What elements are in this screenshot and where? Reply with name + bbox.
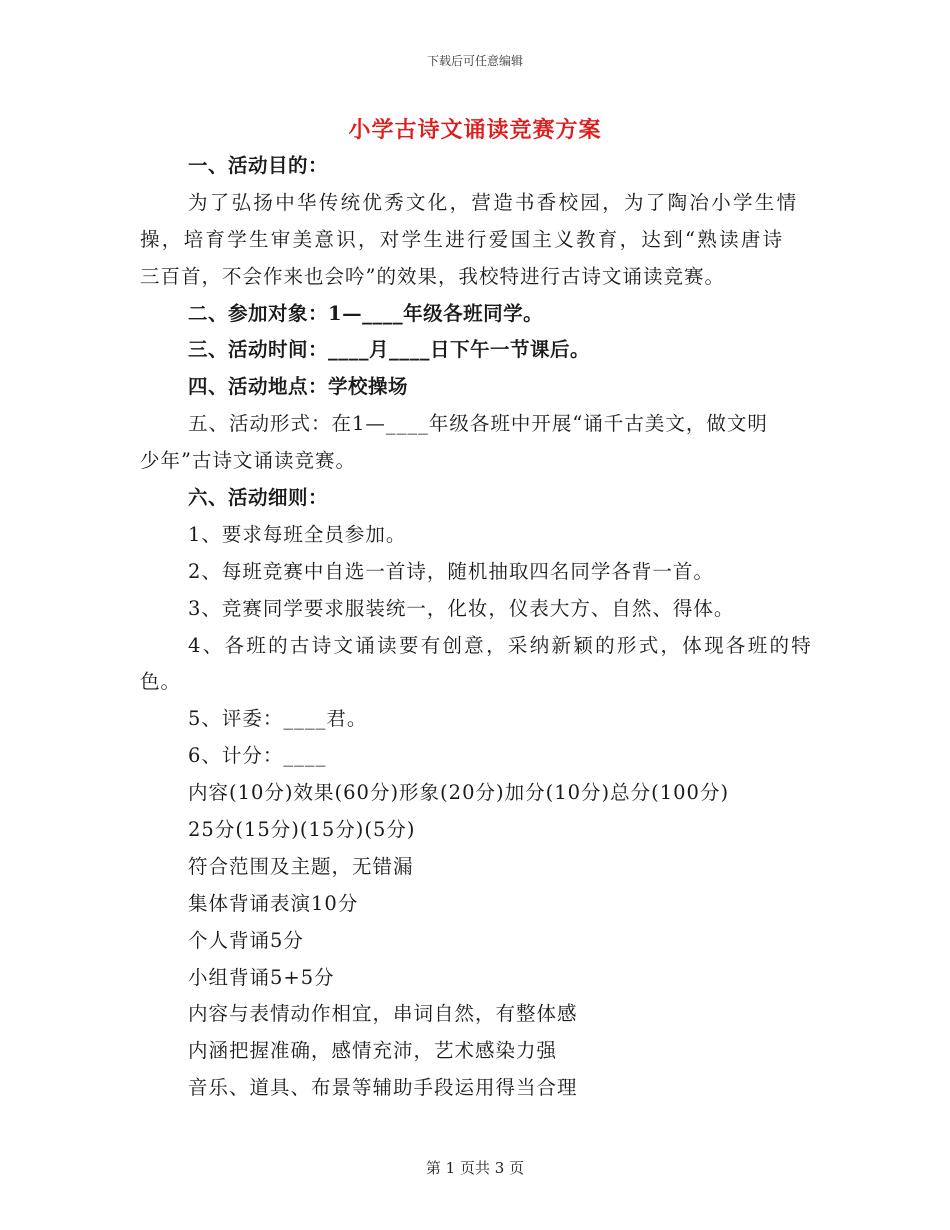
score-line: 25分(15分)(15分)(5分): [188, 818, 416, 842]
document-body: [140, 148, 812, 1107]
paragraph-line: 少年”古诗文诵读竞赛。: [140, 449, 356, 473]
rule-item: 4、各班的古诗文诵读要有创意，采纳新颖的形式，体现各班的特: [188, 633, 814, 657]
section-heading-location: 四、活动地点：学校操场: [188, 375, 409, 399]
section-heading-time: 三、活动时间：____月____日下午一节课后。: [188, 338, 591, 362]
section-heading-purpose: 一、活动目的：: [188, 154, 329, 177]
score-line: 个人背诵5分: [188, 928, 304, 952]
score-line: 内涵把握准确，感情充沛，艺术感染力强: [188, 1039, 558, 1063]
score-line: 集体背诵表演10分: [188, 891, 359, 915]
section-heading-rules: 六、活动细则：: [188, 486, 329, 510]
document-title: 小学古诗文诵读竞赛方案: [348, 117, 602, 143]
page-footer: 第 1 页共 3 页: [425, 1159, 525, 1177]
score-line: 音乐、道具、布景等辅助手段运用得当合理: [188, 1076, 578, 1100]
rule-item: 6、计分：____: [188, 744, 327, 768]
rule-item: 1、要求每班全员参加。: [188, 522, 407, 546]
score-line: 内容(10分)效果(60分)形象(20分)加分(10分)总分(100分): [188, 781, 730, 805]
paragraph-line: 三百首，不会作来也会吟”的效果，我校特进行古诗文诵读竞赛。: [140, 264, 725, 288]
rule-item: 5、评委：____君。: [188, 707, 368, 731]
rule-item: 3、竞赛同学要求服装统一，化妆，仪表大方、自然、得体。: [188, 596, 735, 620]
paragraph-line: 为了弘扬中华传统优秀文化，营造书香校园，为了陶冶小学生情: [188, 190, 799, 214]
score-line: 符合范围及主题，无错漏: [188, 854, 414, 878]
paragraph-line: 色。: [140, 670, 182, 694]
paragraph-line: 操，培育学生审美意识，对学生进行爱国主义教育，达到“熟读唐诗: [140, 227, 785, 251]
score-line: 内容与表情动作相宜，串词自然，有整体感: [188, 1002, 578, 1026]
section-heading-participants: 二、参加对象：1—____年级各班同学。: [188, 301, 544, 325]
page-header: 下载后可任意编辑: [426, 54, 523, 68]
score-line: 小组背诵5+5分: [188, 965, 335, 989]
rule-item: 2、每班竞赛中自选一首诗，随机抽取四名同学各背一首。: [188, 559, 714, 583]
section-heading-format: 五、活动形式：在1—____年级各班中开展“诵千古美文，做文明: [188, 412, 768, 436]
